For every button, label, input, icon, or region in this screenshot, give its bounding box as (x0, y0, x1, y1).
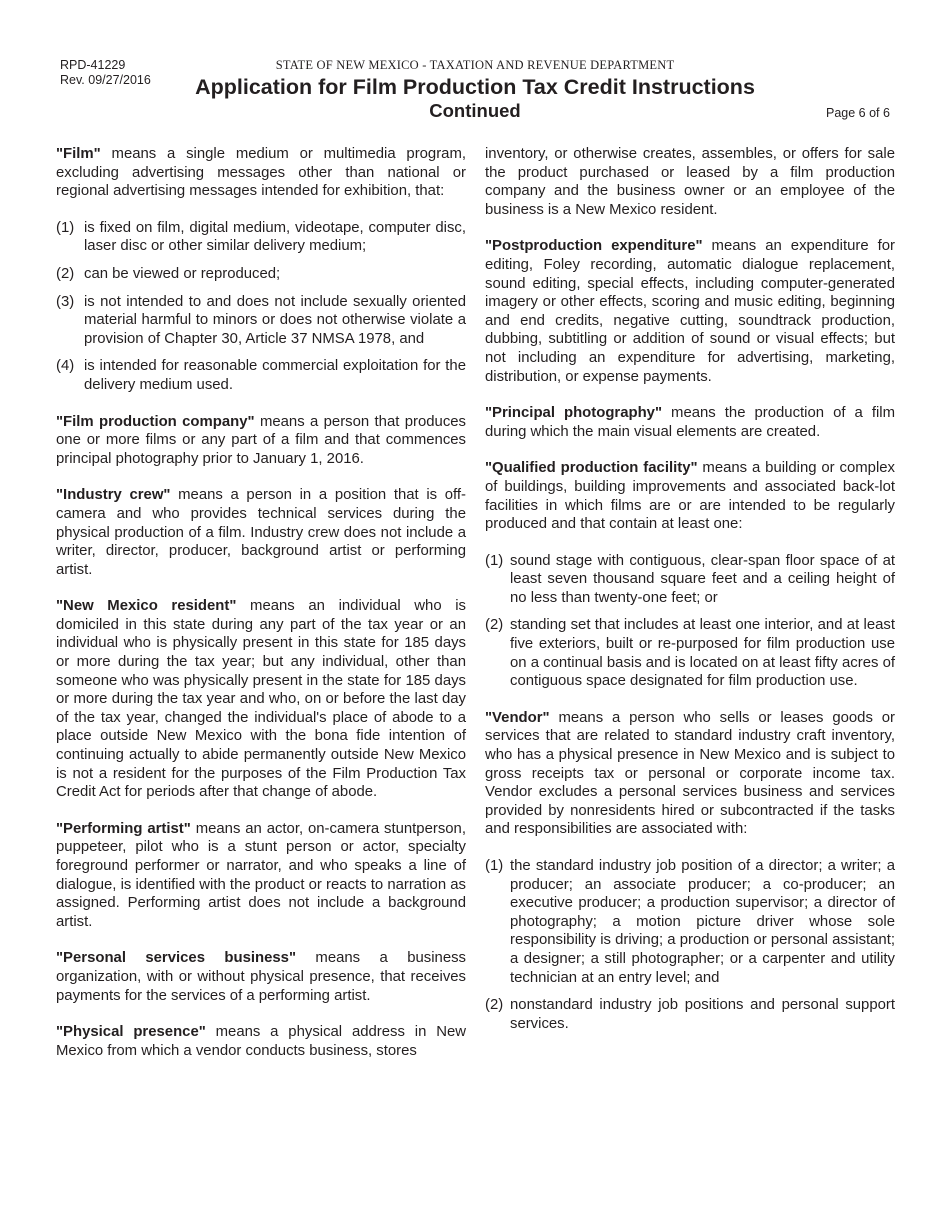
definition-film-production-company (56, 413, 466, 469)
definition-text: means a person who sells or leases goods or services that are related to standard industry craft inventory, who has a physical presence in New Mexico and is subject to gross receipts tax or personal or corporate income tax. Vendor excludes a personal services business and services provided by nonresidents hired or subcontracted if the tasks and responsibilities are associated with: (485, 709, 895, 838)
definition-physical-presence-continued: inventory, or otherwise creates, assembles, or offers for sale the product purchased or leased by a film production company and the business owner or an employee of the business is a New Mexico resident. (485, 146, 895, 218)
definition-physical-presence (56, 1023, 466, 1060)
item-text: sound stage with contiguous, clear-span floor space of at least seven thousand square feet and a ceiling height of no less than twenty-one feet; or (510, 552, 895, 606)
definition-postproduction-expenditure (485, 237, 895, 386)
term: "Industry crew" (56, 487, 171, 504)
item-text: standing set that includes at least one interior, and at least five exteriors, built or re-purposed for film production use on a continual basis and is located on at least fifty acres of contiguous space designated for film production use. (510, 617, 895, 690)
definition-film (56, 145, 466, 201)
term: "Film" (56, 146, 101, 162)
page-number: Page 6 of 6 (826, 106, 890, 120)
term: "Vendor" (485, 709, 550, 726)
definition-principal-photography (485, 404, 895, 441)
left-column (56, 145, 466, 1078)
list-item (485, 996, 895, 1033)
definition-new-mexico-resident (56, 597, 466, 802)
definition-text: means a person that produces one or more films or any part of a film and that commences principal photography prior to January 1, 2016. (56, 413, 466, 467)
term: "Personal services business" (56, 950, 297, 967)
term: "Film production company" (56, 413, 255, 430)
item-text: is not intended to and does not include sexually oriented material harmful to minors or does not otherwise violate a provision of Chapter 30, Article 37 NMSA 1978, and (84, 293, 466, 347)
definition-text: means a business organization, with or without physical presence, that receives payments for the services of a performing artist. (56, 950, 466, 1004)
list-item (56, 357, 466, 394)
definition-text: means a single medium or multimedia program, excluding advertising messages other than national or regional advertising messages intended for exhibition, that: (56, 146, 466, 200)
list-item (485, 857, 895, 987)
term: "Performing artist" (56, 820, 191, 837)
list-item (485, 616, 895, 690)
item-number: (1) (56, 219, 75, 236)
list-item (485, 552, 895, 608)
item-number: (4) (56, 358, 75, 375)
list-item (56, 265, 466, 284)
definition-text: means an expenditure for editing, Foley recording, automatic dialogue replacement, sound editing, special effects, including computer-generated imagery or other effects, scoring and music editing, beginning and end credits, negative cutting, soundtrack production, dubbing, subtitling or addition of sound or visual effects; but not including an expenditure for advertising, marketing, distribution, or expense payments. (485, 238, 895, 385)
definition-text: means a building or complex of buildings, building improvements and associated back-lot facilities in which films are or are intended to be regularly produced and that contain at least one: (485, 460, 895, 533)
definition-vendor (485, 709, 895, 839)
definition-personal-services-business (56, 949, 466, 1005)
form-id: RPD-41229 (60, 58, 126, 72)
agency-name: STATE OF NEW MEXICO - TAXATION AND REVENUE DEPARTMENT (275, 58, 675, 72)
page-title: Application for Film Production Tax Credit Instructions (195, 75, 755, 99)
list-item (56, 219, 466, 256)
item-number: (1) (485, 858, 504, 874)
item-number: (2) (56, 265, 75, 282)
term: "New Mexico resident" (56, 598, 237, 615)
item-number: (2) (485, 617, 504, 634)
item-text: is fixed on film, digital medium, videotape, computer disc, laser disc or other similar delivery medium; (84, 219, 466, 255)
list-item (56, 293, 466, 349)
definition-text: means an actor, on-camera stuntperson, puppeteer, pilot who is a stunt person or actor, specialty foreground performer or narrator, and who speaks a line of dialogue, is identified with the product or reacts to narration as assigned. Performing artist does not include a background artist. (56, 820, 466, 930)
item-text: the standard industry job position of a director; a writer; a producer; an associate producer; a co-producer; an executive producer; a production supervisor; a director of photography; a motion picture driver whose sole responsibility is driving; a production or personal assistant; a designer; a still photographer; or a carpenter and utility technician at an entry level; and (510, 858, 895, 986)
right-column (485, 145, 895, 1051)
item-text: is intended for reasonable commercial exploitation for the delivery medium used. (84, 358, 466, 393)
item-number: (1) (485, 552, 504, 569)
definition-text: means an individual who is domiciled in this state during any part of the tax year or an individual who is physically present in this state for 185 days or more during the tax year; but any individual, other than someone who was physically present in the state for 185 days or more during the tax year and who, on or before the last day of the tax year, changed the individual's place of abode to a place outside New Mexico with the bona fide intention of continuing actually to abide permanently outside New Mexico is not a resident for the purposes of the Film Production Tax Credit Act for periods after that change of abode. (56, 598, 466, 801)
revision-date: Rev. 09/27/2016 (60, 73, 151, 87)
term: "Postproduction expenditure" (485, 238, 703, 255)
definition-qualified-production-facility (485, 459, 895, 533)
film-criteria-list (56, 219, 466, 395)
item-text: can be viewed or reproduced; (84, 265, 281, 282)
term: "Physical presence" (56, 1024, 206, 1041)
page-subtitle: Continued (429, 100, 521, 121)
facility-criteria-list (485, 552, 895, 691)
term: "Principal photography" (485, 405, 663, 422)
definition-industry-crew (56, 486, 466, 579)
item-number: (3) (56, 293, 75, 310)
term: "Qualified production facility" (485, 460, 698, 477)
vendor-exclusion-list (485, 857, 895, 1033)
definition-performing-artist (56, 820, 466, 932)
definition-text: means the production of a film during which the main visual elements are created. (485, 405, 895, 440)
item-number: (2) (485, 997, 504, 1014)
definition-text: means a physical address in New Mexico from which a vendor conducts business, stores (56, 1024, 466, 1059)
definition-text: means a person in a position that is off-camera and who provides technical services during the physical production of a film. Industry crew does not include a writer, director, producer, background artist or performing artist. (56, 487, 466, 578)
item-text: nonstandard industry job positions and personal support services. (510, 997, 895, 1032)
